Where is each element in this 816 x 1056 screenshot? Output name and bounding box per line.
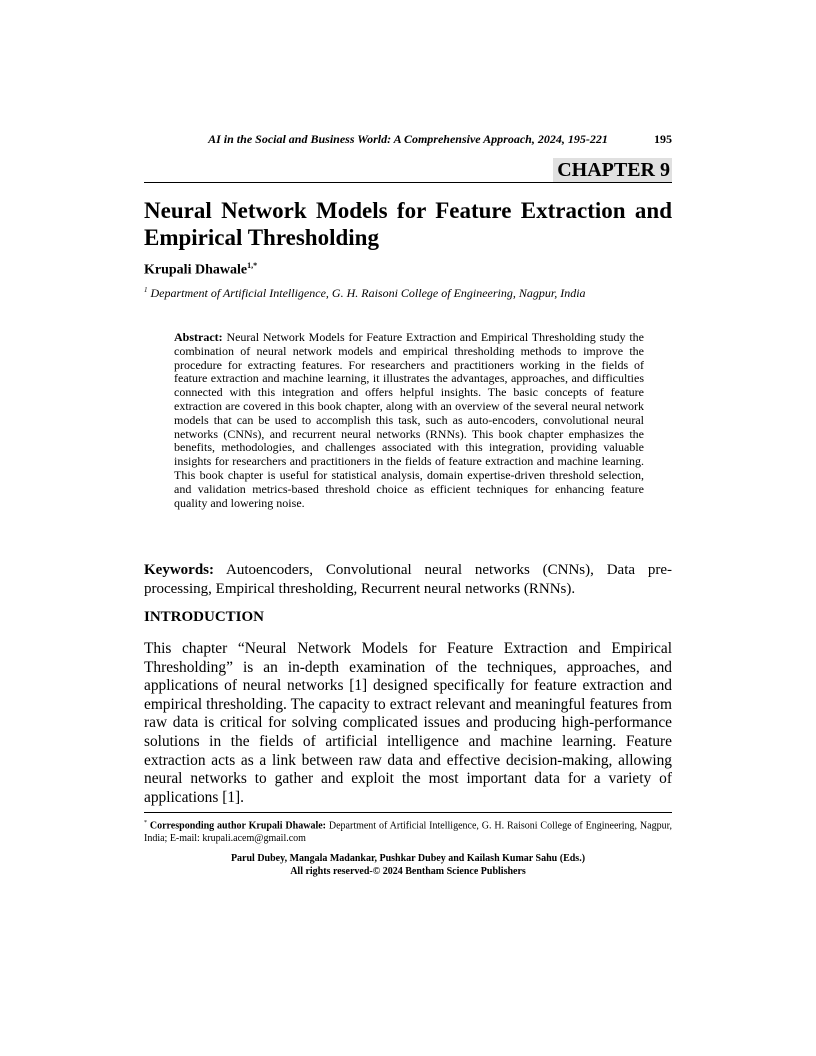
author-name: Krupali Dhawale <box>144 262 248 278</box>
keywords <box>144 561 672 599</box>
publisher-info <box>144 853 672 878</box>
author-marks: 1,* <box>247 261 258 270</box>
abstract <box>174 331 644 510</box>
keywords-text: Autoencoders, Convolutional neural networks (CNNs), Data pre-processing, Empirical thresholding, Recurrent neural networks (RNNs). <box>144 562 672 597</box>
journal-details: , 2024, 195-221 <box>531 132 608 146</box>
page-number: 195 <box>654 132 672 146</box>
footnote-rule <box>144 812 672 813</box>
footnote-mark: * <box>144 820 147 826</box>
affiliation <box>144 286 586 301</box>
introduction-paragraph: This chapter “Neural Network Models for Feature Extraction and Empirical Thresholding” is an in-depth examination of the techniques, approaches, and applications of neural networks [1] designed specifically for feature extraction and empirical thresholding. The capacity to extract relevant and meaningful features from raw data is critical for solving complicated issues and producing high-performance solutions in the fields of artificial intelligence and machine learning. Feature extraction acts as a link between raw data and effective decision-making, allowing neural networks to gather and exploit the most important data for a variety of applications [1]. <box>144 640 672 806</box>
author <box>144 261 257 279</box>
chapter-rule <box>144 182 672 183</box>
affiliation-text: Department of Artificial Intelligence, G. H. Raisoni College of Engineering, Nagpur, India <box>147 286 586 300</box>
abstract-text: Neural Network Models for Feature Extraction and Empirical Thresholding study the combination of neural network models and empirical thresholding methods to improve the procedure for extracting features. For researchers and practitioners working in the fields of feature extraction and machine learning, it illustrates the advantages, approaches, and difficulties connected with this integration and offers helpful insights. The basic concepts of feature extraction are covered in this book chapter, along with an overview of the several neural network models that can be used to accomplish this task, such as auto-encoders, convolutional neural networks (CNNs), and recurrent neural networks (RNNs). This book chapter emphasizes the benefits, methodologies, and challenges associated with this integration, providing valuable insights for researchers and practitioners in the fields of feature extraction and machine learning. This book chapter is useful for statistical analysis, domain expertise-driven threshold selection, and validation metrics-based threshold choice as efficient techniques for enhancing feature quality and lowering noise. <box>174 330 644 510</box>
keywords-label: Keywords: <box>144 562 214 578</box>
abstract-label: Abstract: <box>174 330 223 344</box>
chapter-label: CHAPTER 9 <box>553 158 672 182</box>
running-head <box>144 132 672 147</box>
footnote-label: Corresponding author Krupali Dhawale: <box>147 820 326 832</box>
editors-line: Parul Dubey, Mangala Madankar, Pushkar Dubey and Kailash Kumar Sahu (Eds.) <box>230 853 586 864</box>
footnote <box>144 817 672 845</box>
affiliation-mark: 1 <box>144 286 148 294</box>
rights-line: All rights reserved-© 2024 Bentham Science Publishers <box>290 865 526 877</box>
chapter-title: Neural Network Models for Feature Extraction and Empirical Thresholding <box>144 198 672 250</box>
journal-title: AI in the Social and Business World: A Comprehensive Approach <box>208 132 532 146</box>
footnote-text: Department of Artificial Intelligence, G. H. Raisoni College of Engineering, Nagpur, India; E-mail: krupali.acem@gmail.com <box>144 820 672 844</box>
section-heading-introduction: INTRODUCTION <box>144 609 265 625</box>
